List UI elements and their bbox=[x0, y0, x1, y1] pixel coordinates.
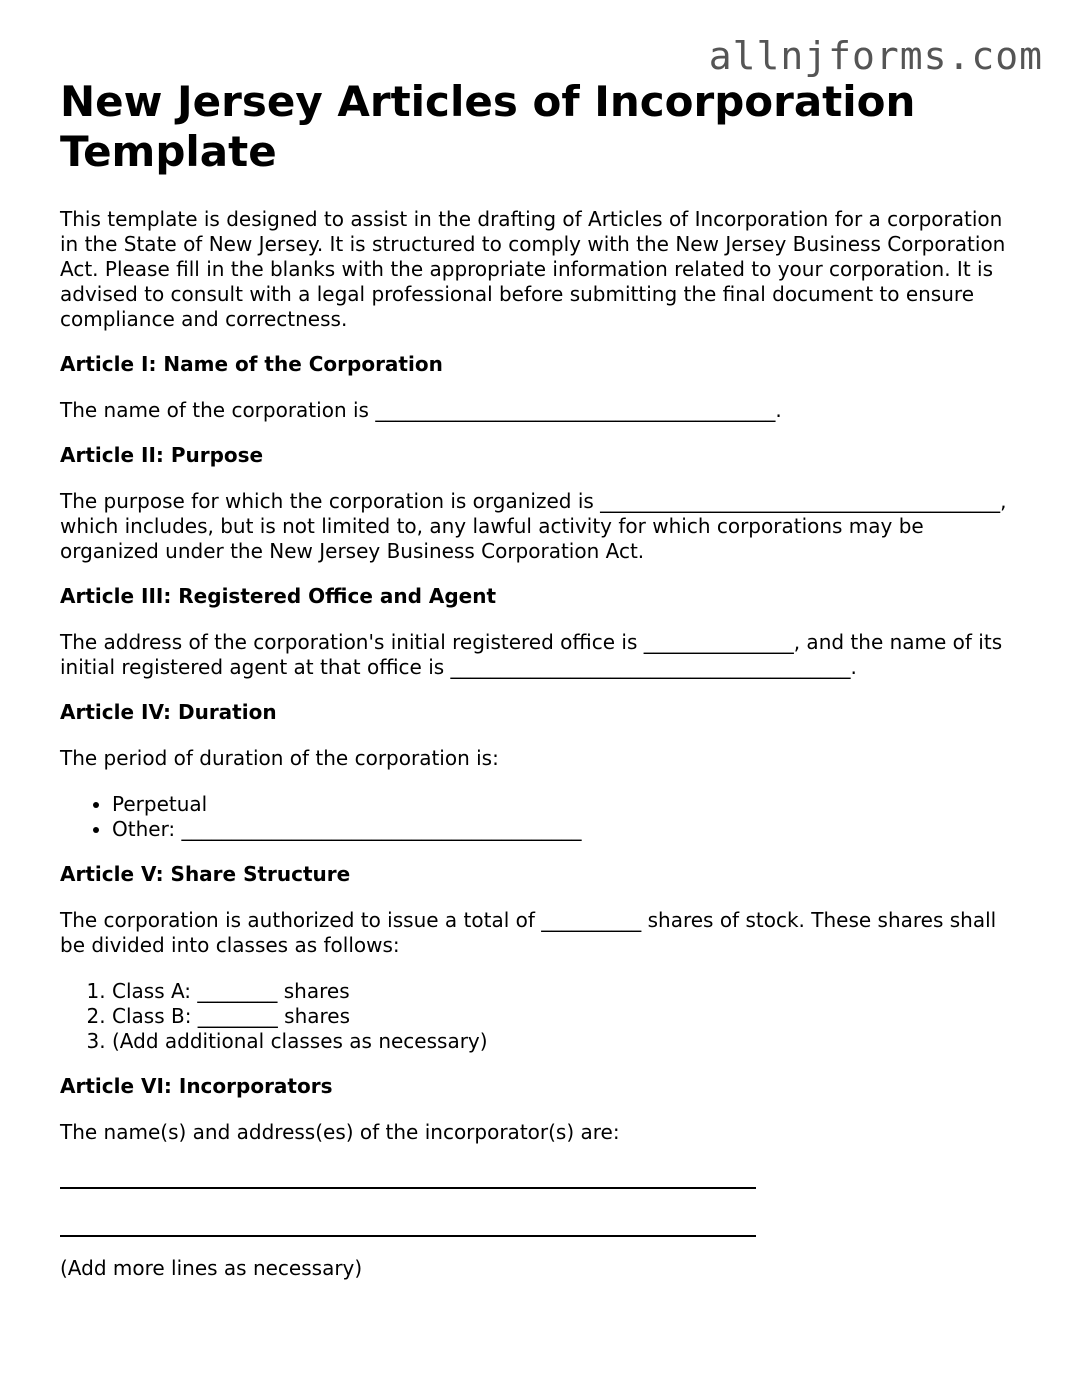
article-3-text: The address of the corporation's initial registered office is _______________, and the name of its initial registered agent at that office is ________________________________________. bbox=[60, 630, 1003, 679]
article-3-heading: Article III: Registered Office and Agent bbox=[60, 584, 497, 608]
article-1-text: The name of the corporation is ________________________________________. bbox=[60, 398, 782, 422]
share-class-additional: 3. (Add additional classes as necessary) bbox=[112, 1029, 1020, 1054]
article-4-text: The period of duration of the corporation is: bbox=[60, 746, 499, 770]
duration-option-other: • Other: ________________________________________ bbox=[112, 817, 1020, 842]
article-6-note: (Add more lines as necessary) bbox=[60, 1256, 363, 1280]
document-page bbox=[60, 77, 1020, 1281]
article-6-text: The name(s) and address(es) of the incorporator(s) are: bbox=[60, 1120, 620, 1144]
share-classes-list bbox=[60, 979, 1020, 1054]
document-title: New Jersey Articles of Incorporation Template bbox=[60, 77, 916, 176]
article-1-heading: Article I: Name of the Corporation bbox=[60, 352, 443, 376]
article-6-heading: Article VI: Incorporators bbox=[60, 1074, 333, 1098]
article-2-heading: Article II: Purpose bbox=[60, 443, 264, 467]
share-class-a: 1. Class A: ________ shares bbox=[112, 979, 1020, 1004]
watermark: allnjforms.com bbox=[708, 34, 1043, 78]
intro-paragraph: This template is designed to assist in the drafting of Articles of Incorporation for a corporation in the State of New Jersey. It is structured to comply with the New Jersey Business Corporation Act. Please fill in the blanks with the appropriate information related to your corporation. It is advised to consult with a legal professional before submitting the final document to ensure compliance and correctness. bbox=[60, 207, 1006, 331]
article-5-text: The corporation is authorized to issue a total of __________ shares of stock. These shares shall be divided into classes as follows: bbox=[60, 908, 997, 957]
incorporator-blank-line bbox=[60, 1212, 756, 1237]
article-2-text: The purpose for which the corporation is organized is ________________________________________, which includes, but is not limited to, any lawful activity for which corporations may be organized under the New Jersey Business Corporation Act. bbox=[60, 489, 1007, 563]
article-5-heading: Article V: Share Structure bbox=[60, 862, 351, 886]
duration-options-list bbox=[60, 792, 1020, 842]
article-4-heading: Article IV: Duration bbox=[60, 700, 277, 724]
incorporator-blank-line bbox=[60, 1164, 756, 1189]
share-class-b: 2. Class B: ________ shares bbox=[112, 1004, 1020, 1029]
duration-option-perpetual: • Perpetual bbox=[112, 792, 1020, 817]
